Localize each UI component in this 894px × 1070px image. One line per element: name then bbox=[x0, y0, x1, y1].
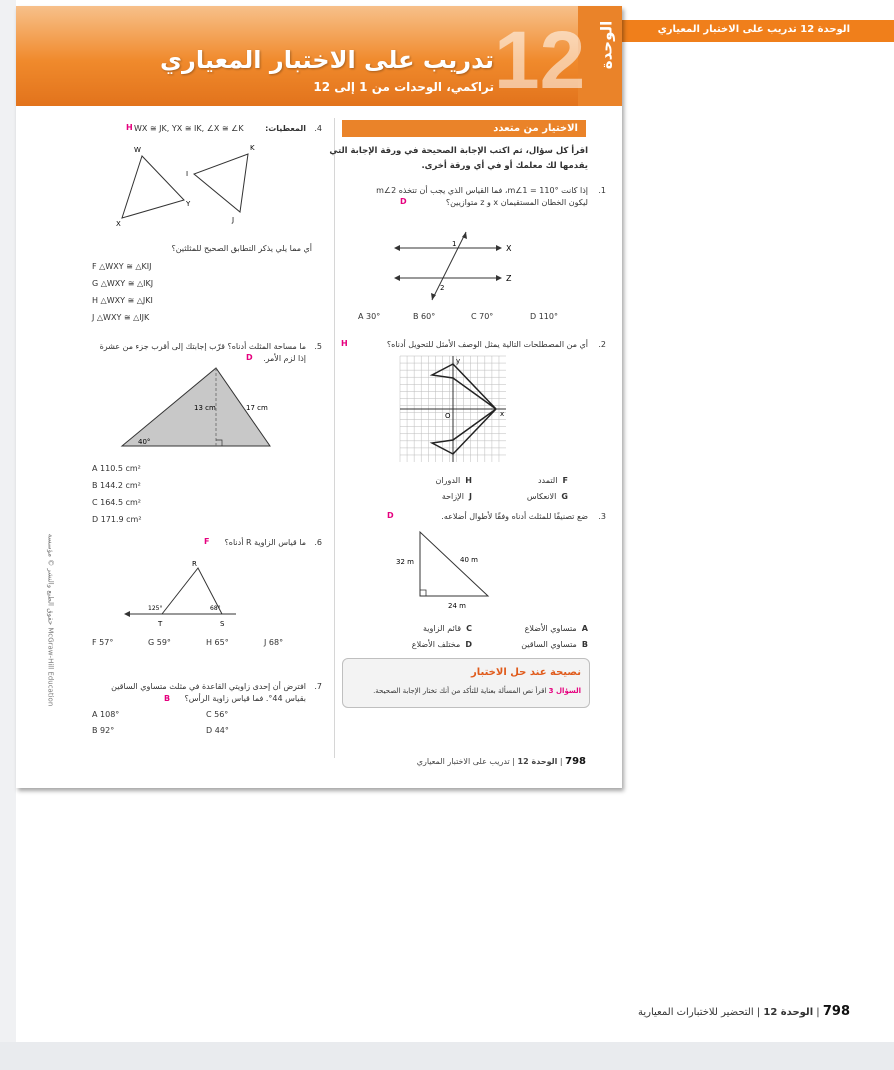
q2-text: أي من المصطلحات التالية يمثل الوصف الأمثل للتحويل أدناه؟ bbox=[386, 340, 588, 349]
q4-fig-i: I bbox=[186, 170, 189, 178]
q3-text: ضع تصنيفًا للمثلث أدناه وفقًا لأطوال أضلاعه. bbox=[441, 512, 588, 521]
q5-choice-a: A 110.5 cm² bbox=[92, 464, 141, 473]
q6-number: 6. bbox=[314, 538, 322, 547]
q2-fig-o: O bbox=[445, 412, 451, 420]
q4-fig-k: K bbox=[250, 144, 255, 152]
q2-choice-g bbox=[527, 492, 568, 501]
q4-choice-g: G △WXY ≅ △IKJ bbox=[92, 279, 154, 288]
q3-choice-b-letter: B bbox=[581, 640, 588, 649]
header-strip-text: الوحدة 12 تدريب على الاختبار المعياري bbox=[657, 24, 850, 35]
q1-fig-label-z: Z bbox=[506, 274, 512, 283]
viewer-footer-page: 798 bbox=[822, 1004, 850, 1019]
q7-choice-c: C 56° bbox=[206, 710, 229, 719]
q1-figure bbox=[396, 228, 516, 308]
q6-choice-g: G 59° bbox=[148, 638, 171, 647]
q5-choice-c: C 164.5 cm² bbox=[92, 498, 141, 507]
q5-answer: D bbox=[246, 353, 253, 362]
side-credit: حقوق الطبع والنشر © مؤسسة McGraw-Hill Education bbox=[46, 533, 55, 707]
q4-label: المعطيات: bbox=[265, 124, 306, 133]
q4-number: 4. bbox=[314, 124, 322, 133]
q6-answer: F bbox=[204, 537, 210, 546]
q5-fig-height: 13 cm bbox=[194, 404, 216, 412]
q3-choice-a-letter: A bbox=[581, 624, 588, 633]
q3-choice-a-text: متساوي الأضلاع bbox=[524, 624, 577, 633]
q7-choice-b: B 92° bbox=[92, 726, 115, 735]
q2-fig-x: x bbox=[500, 410, 505, 418]
q4-choice-j: J △WXY ≅ △IJK bbox=[92, 313, 150, 322]
q1-line1: إذا كانت ‎m∠1 = 110°‎، فما القياس الذي يجب أن تتخذه ‎m∠2 bbox=[376, 186, 588, 195]
q1-number: 1. bbox=[598, 186, 606, 195]
q2-choice-h-text: الدوران bbox=[435, 476, 461, 485]
q5-line1: ما مساحة المثلث أدناه؟ قرّب إجابتك إلى أقرب جزء من عشرة bbox=[99, 342, 306, 351]
q1-choice-d: D 110° bbox=[530, 312, 558, 321]
q7-line1: افترض أن إحدى زاويتي القاعدة في مثلث متساوي الساقين bbox=[111, 682, 306, 691]
q3-choice-c-letter: C bbox=[466, 624, 472, 633]
q5-line2: إذا لزم الأمر. bbox=[263, 354, 306, 363]
viewer-footer-unit: الوحدة 12 bbox=[763, 1007, 814, 1018]
q2-choice-g-text: الانعكاس bbox=[526, 492, 557, 501]
q6-fig-angle2: 68° bbox=[210, 605, 221, 612]
q4-choice-h: H △WXY ≅ △JKI bbox=[92, 296, 153, 305]
q1-choice-b: B 60° bbox=[413, 312, 436, 321]
q2-choice-h bbox=[436, 476, 472, 485]
q3-choice-a bbox=[525, 624, 588, 633]
q5-fig-angle: 40° bbox=[138, 438, 151, 446]
q4-fig-w: W bbox=[134, 146, 141, 154]
q4-figure bbox=[116, 142, 276, 232]
column-divider bbox=[334, 118, 335, 758]
q3-choice-c bbox=[423, 624, 472, 633]
q3-number: 3. bbox=[598, 512, 606, 521]
q3-fig-side-a: 32 m bbox=[396, 558, 414, 566]
q1-fig-label-2: 2 bbox=[440, 284, 445, 292]
q2-figure bbox=[400, 356, 506, 462]
q4-answer: H bbox=[126, 123, 133, 132]
bottom-strip bbox=[0, 1042, 894, 1070]
q5-figure bbox=[120, 366, 280, 456]
test-tip-box bbox=[342, 658, 590, 708]
viewer-footer: 798 | الوحدة 12 | التحضير للاختبارات المعيارية bbox=[638, 1004, 850, 1019]
q6-figure bbox=[126, 558, 246, 630]
q3-answer: D bbox=[387, 511, 394, 520]
q2-choice-h-letter: H bbox=[465, 476, 472, 485]
q4-fig-x: X bbox=[116, 220, 121, 228]
q6-fig-s: S bbox=[220, 620, 225, 628]
chapter-number: 12 bbox=[494, 15, 586, 106]
q5-choice-b: B 144.2 cm² bbox=[92, 481, 141, 490]
q5-number: 5. bbox=[314, 342, 322, 351]
q1-line2: ليكون الخطان المستقيمان x و z متوازيين؟ bbox=[445, 198, 588, 207]
q3-fig-side-c: 24 m bbox=[448, 602, 466, 610]
tip-body bbox=[373, 687, 581, 695]
q5-choice-d: D 171.9 cm² bbox=[92, 515, 142, 524]
q6-choice-j: J 68° bbox=[264, 638, 284, 647]
footer-page-number: 798 bbox=[565, 756, 586, 767]
q4-given: WX ≅ JK, YX ≅ IK, ∠X ≅ ∠K bbox=[134, 124, 244, 133]
q2-number: 2. bbox=[598, 340, 606, 349]
q6-text: ما قياس الزاوية R أدناه؟ bbox=[224, 538, 306, 547]
q2-choice-f bbox=[538, 476, 568, 485]
q1-choice-a: A 30° bbox=[358, 312, 381, 321]
q2-choice-j-letter: J bbox=[469, 492, 472, 501]
q6-fig-r: R bbox=[192, 560, 197, 568]
q2-answer: H bbox=[341, 339, 348, 348]
page-footer: 798 | الوحدة 12 | تدريب على الاختبار المعياري bbox=[416, 756, 586, 767]
q7-line2: بقياس 44°. فما قياس زاوية الرأس؟ bbox=[184, 694, 306, 703]
q6-choice-h: H 65° bbox=[206, 638, 229, 647]
tip-text: اقرأ نص المسألة بعناية للتأكد من أنك تختار الإجابة الصحيحة. bbox=[373, 687, 547, 695]
tip-heading: نصيحة عند حل الاختبار bbox=[471, 667, 581, 678]
instructions-line2: يقدمها لك معلمك أو في أي ورقة أخرى. bbox=[421, 161, 588, 171]
footer-text: تدريب على الاختبار المعياري bbox=[416, 757, 510, 766]
q6-choice-f: F 57° bbox=[92, 638, 114, 647]
q7-choice-d: D 44° bbox=[206, 726, 229, 735]
q3-choice-b-text: متساوي الساقين bbox=[521, 640, 577, 649]
section-header: الاختيار من متعدد bbox=[342, 120, 586, 137]
q3-choice-b bbox=[521, 640, 588, 649]
tip-question-label: السؤال 3 bbox=[548, 687, 581, 695]
q2-choice-f-letter: F bbox=[562, 476, 568, 485]
q4-choice-f: F △WXY ≅ △KIJ bbox=[92, 262, 152, 271]
q2-choice-j-text: الإزاحة bbox=[441, 492, 464, 501]
chapter-title: تدريب على الاختبار المعياري bbox=[160, 46, 494, 74]
q6-fig-angle1: 125° bbox=[148, 605, 163, 612]
banner-tab-label: الوحدة bbox=[597, 20, 616, 70]
q3-choice-d bbox=[412, 640, 472, 649]
q3-choice-d-text: مختلف الأضلاع bbox=[411, 640, 461, 649]
q4-prompt: أي مما يلي يذكر التطابق الصحيح للمثلثين؟ bbox=[171, 244, 312, 253]
q7-number: 7. bbox=[314, 682, 322, 691]
q3-figure bbox=[396, 524, 516, 614]
instructions-line1: اقرأ كل سؤال، ثم اكتب الإجابة الصحيحة في ورقة الإجابة التي bbox=[329, 146, 588, 156]
q3-choice-c-text: قائم الزاوية bbox=[423, 624, 462, 633]
q3-fig-side-b: 40 m bbox=[460, 556, 478, 564]
q1-fig-label-1: 1 bbox=[452, 240, 457, 248]
q2-choice-g-letter: G bbox=[561, 492, 568, 501]
q7-choice-a: A 108° bbox=[92, 710, 120, 719]
q2-choice-j bbox=[442, 492, 472, 501]
q2-choice-f-text: التمدد bbox=[537, 476, 558, 485]
q6-fig-t: T bbox=[158, 620, 163, 628]
chapter-banner bbox=[16, 6, 622, 106]
footer-unit: الوحدة 12 bbox=[517, 757, 558, 766]
q7-answer: B bbox=[164, 694, 171, 703]
header-strip bbox=[622, 20, 894, 42]
q1-fig-label-x: X bbox=[506, 244, 512, 253]
q4-fig-j: J bbox=[232, 216, 235, 224]
textbook-page bbox=[16, 6, 622, 788]
q1-answer: D bbox=[400, 197, 407, 206]
viewer-footer-text: التحضير للاختبارات المعيارية bbox=[638, 1007, 754, 1018]
chapter-subtitle: تراكمي، الوحدات من 1 إلى 12 bbox=[313, 80, 494, 94]
q3-choice-d-letter: D bbox=[465, 640, 472, 649]
q2-fig-y: y bbox=[456, 357, 461, 365]
q4-fig-y: Y bbox=[186, 200, 191, 208]
q1-choice-c: C 70° bbox=[471, 312, 494, 321]
q5-fig-side: 17 cm bbox=[246, 404, 268, 412]
